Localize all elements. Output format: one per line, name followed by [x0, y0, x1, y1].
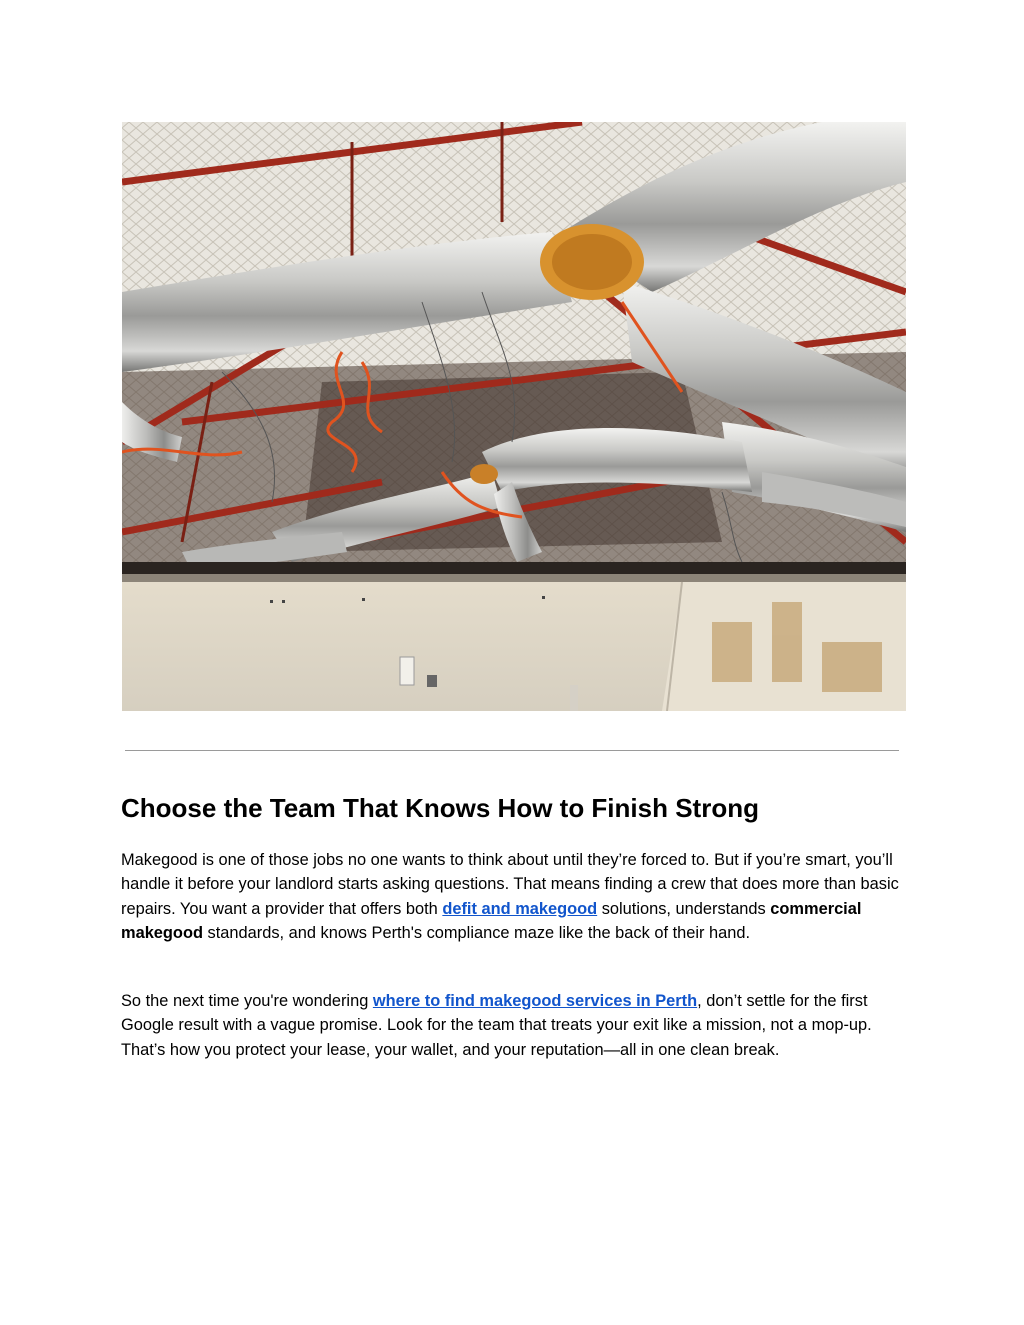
- paragraph-closing-text-1: So the next time you're wondering: [121, 992, 373, 1010]
- paragraph-intro-text-2: solutions, understands: [597, 899, 771, 918]
- defit-makegood-link[interactable]: defit and makegood: [442, 899, 598, 918]
- section-heading: Choose the Team That Knows How to Finish Strong: [121, 793, 759, 823]
- ceiling-ductwork-illustration: [122, 122, 906, 711]
- paragraph-closing: [121, 989, 911, 1062]
- ceiling-ductwork-photo: [122, 122, 906, 711]
- paragraph-intro: [121, 848, 911, 945]
- makegood-services-perth-link[interactable]: where to find makegood services in Perth: [372, 992, 698, 1010]
- paragraph-intro-text-1: Makegood is one of those jobs no one wants to think about until they’re forced to. But if you’re smart, you’ll handle it before your landlord starts asking questions. That means finding a crew that does more than basic repairs. You want a provider that offers both: [121, 851, 899, 918]
- horizontal-divider: [125, 750, 899, 751]
- paragraph-intro-text-3: standards, and knows Perth's compliance maze like the back of their hand.: [202, 923, 751, 942]
- paragraph-closing-text-2: , don’t settle for the first Google result with a vague promise. Look for the team that treats your exit like a mission, not a mop-up. That’s how you protect your lease, your wallet, and your reputation—all in one clean break.: [121, 992, 872, 1059]
- commercial-makegood-bold: commercial makegood: [121, 899, 862, 942]
